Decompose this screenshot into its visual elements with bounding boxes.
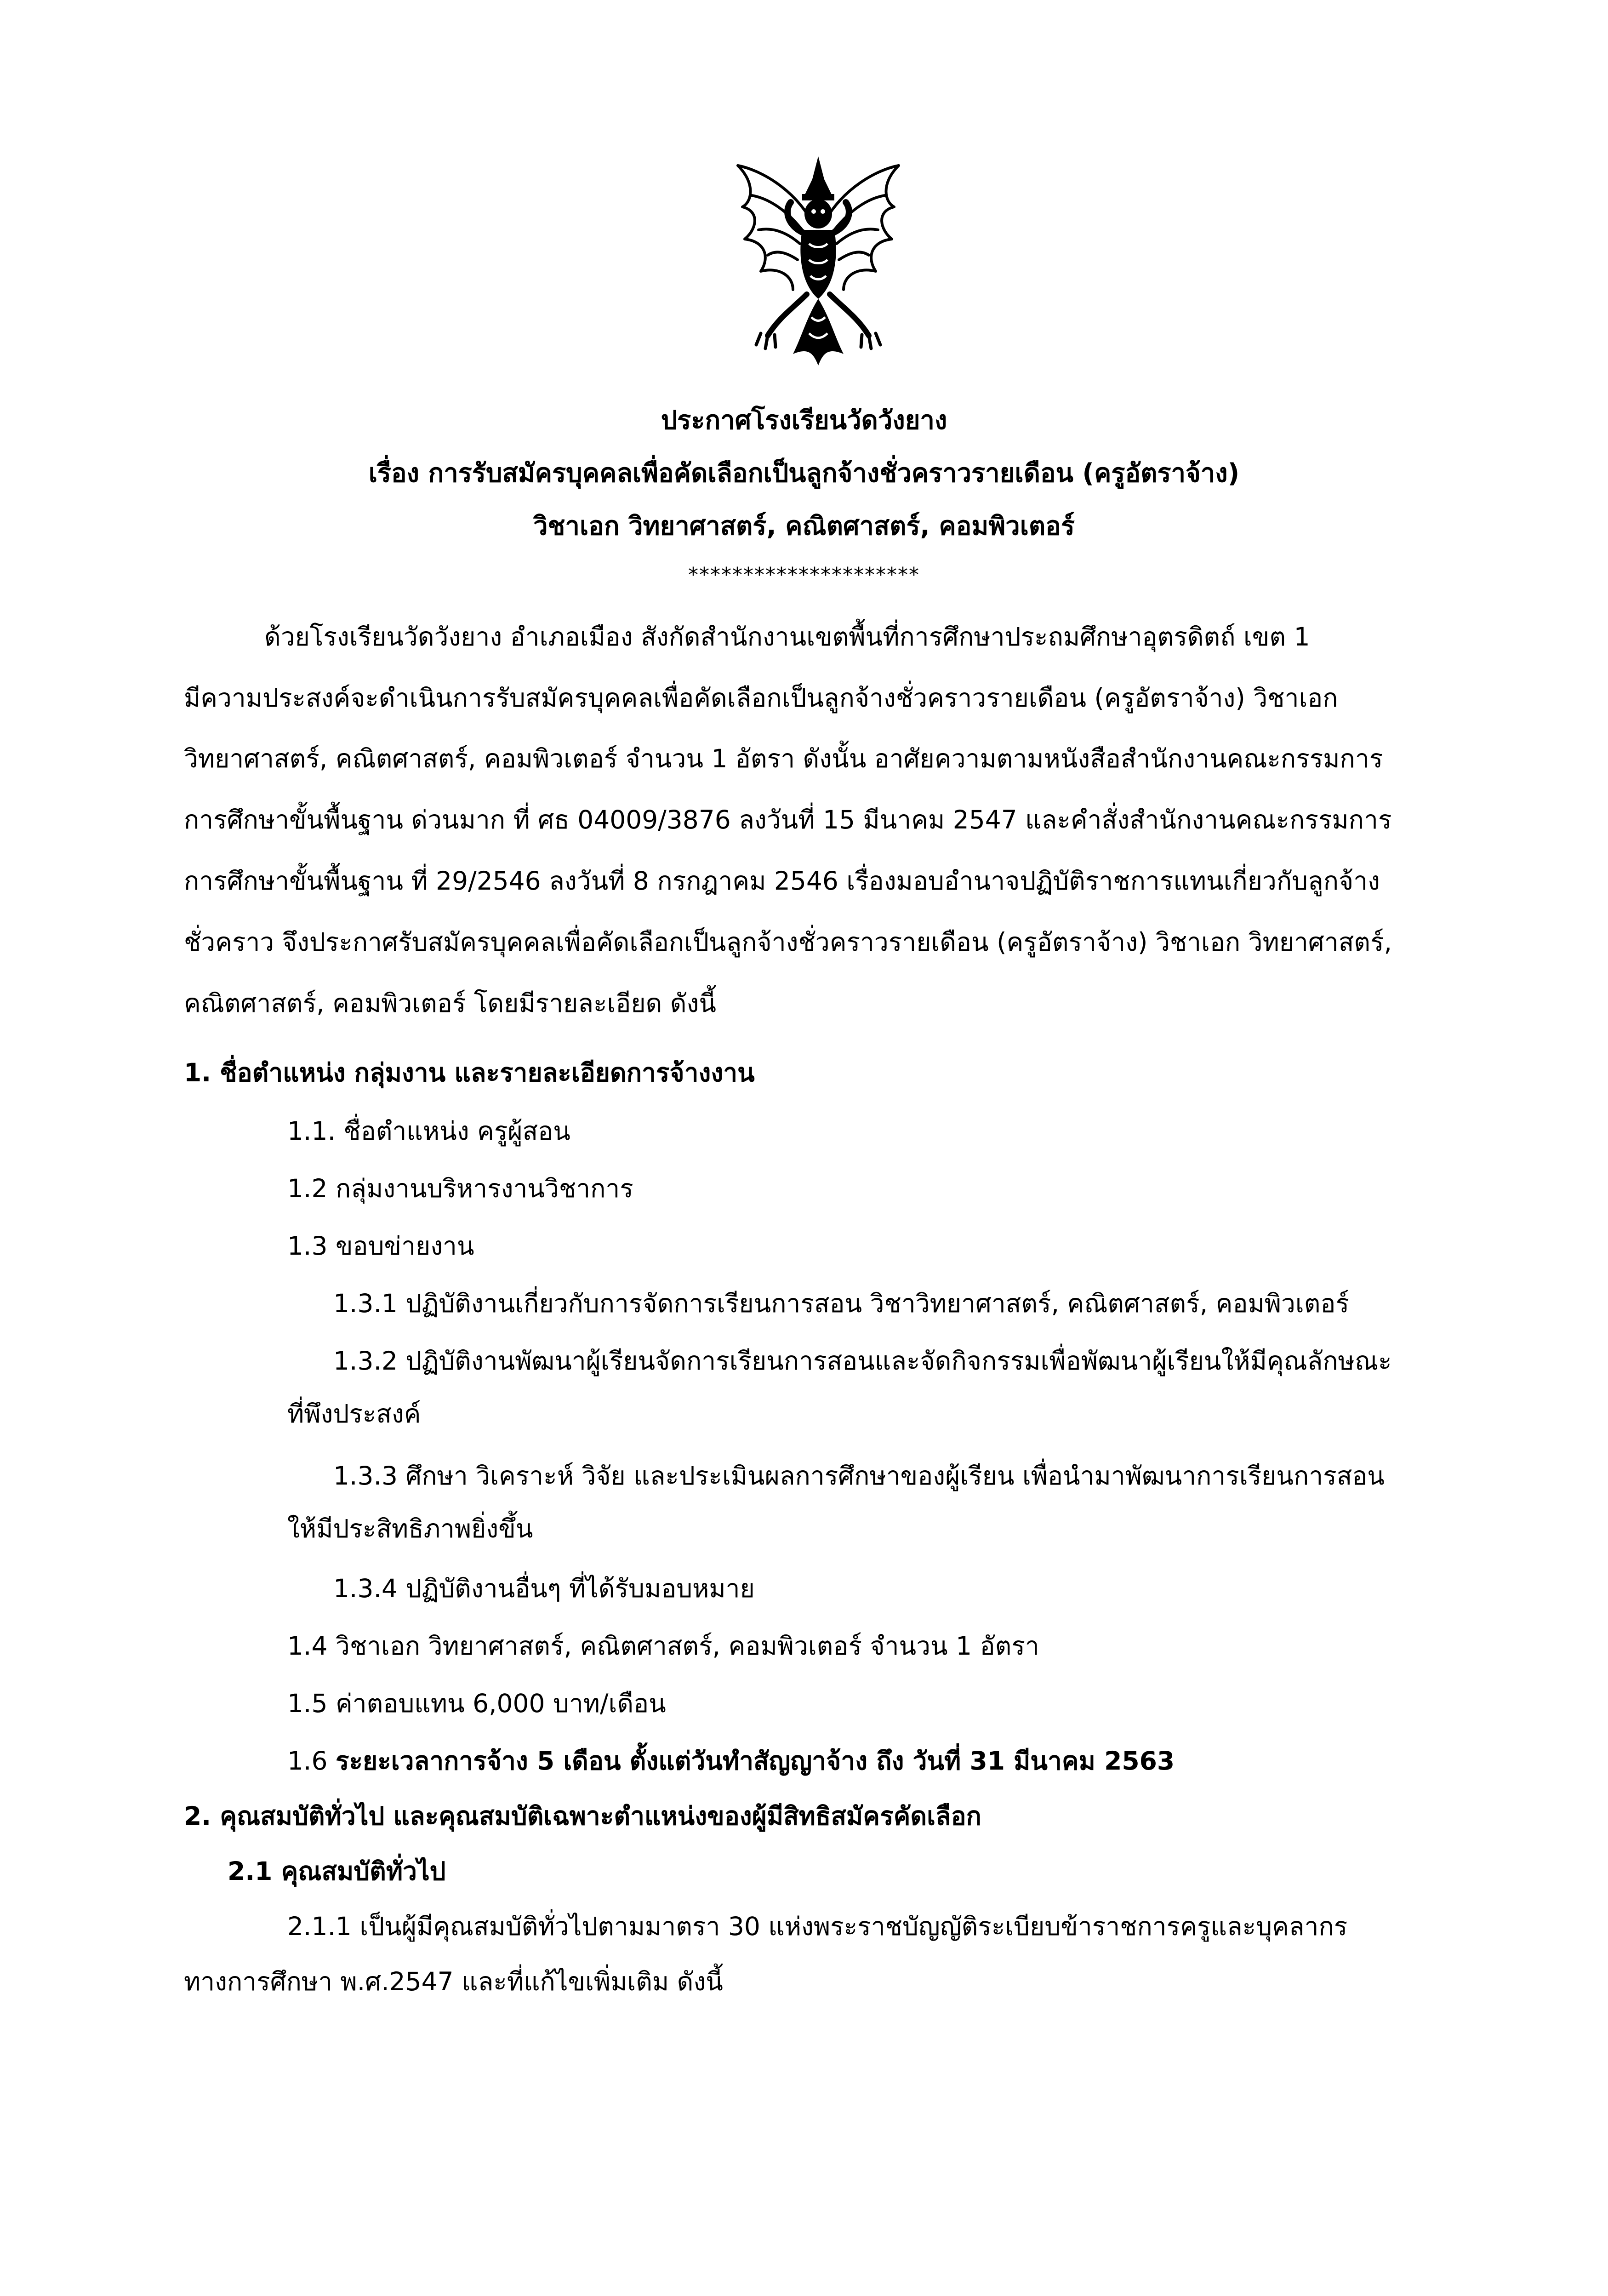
section-2-heading: 2. คุณสมบัติทั่วไป และคุณสมบัติเฉพาะตำแหน่งของผู้มีสิทธิสมัครคัดเลือก — [184, 1801, 981, 1831]
intro-line-5: การศึกษาขั้นพื้นฐาน ที่ 29/2546 ลงวันที่ 8 กรกฎาคม 2546 เรื่องมอบอำนาจปฏิบัติราชการแทนเกี่ยวกับลูกจ้าง — [184, 866, 1380, 896]
item-1-5: 1.5 ค่าตอบแทน 6,000 บาท/เดือน — [287, 1689, 666, 1718]
garuda-emblem — [724, 152, 912, 368]
item-1-1: 1.1. ชื่อตำแหน่ง ครูผู้สอน — [287, 1116, 570, 1146]
item-1-3-1: 1.3.1 ปฏิบัติงานเกี่ยวกับการจัดการเรียนการสอน วิชาวิทยาศาสตร์, คณิตศาสตร์, คอมพิวเตอร์ — [333, 1289, 1349, 1318]
intro-line-6: ชั่วคราว จึงประกาศรับสมัครบุคคลเพื่อคัดเลือกเป็นลูกจ้างชั่วคราวรายเดือน (ครูอัตราจ้าง) วิชาเอก วิทยาศาสตร์, — [184, 927, 1392, 957]
item-1-6 — [287, 1738, 1175, 1784]
item-1-3-4: 1.3.4 ปฏิบัติงานอื่นๆ ที่ได้รับมอบหมาย — [333, 1574, 755, 1603]
item-1-3: 1.3 ขอบข่ายงาน — [287, 1231, 474, 1261]
announcement-major: วิชาเอก วิทยาศาสตร์, คณิตศาสตร์, คอมพิวเตอร์ — [533, 511, 1075, 541]
intro-line-4: การศึกษาขั้นพื้นฐาน ด่วนมาก ที่ ศธ 04009/3876 ลงวันที่ 15 มีนาคม 2547 และคำสั่งสำนักงานคณะกรรมการ — [184, 805, 1392, 834]
item-1-3-3: 1.3.3 ศึกษา วิเคราะห์ วิจัย และประเมินผลการศึกษาของผู้เรียน เพื่อนำมาพัฒนาการเรียนการสอน — [333, 1461, 1385, 1491]
item-1-3-2: 1.3.2 ปฏิบัติงานพัฒนาผู้เรียนจัดการเรียนการสอนและจัดกิจกรรมเพื่อพัฒนาผู้เรียนให้มีคุณลักษณะ — [333, 1346, 1392, 1376]
item-1-6-text: ระยะเวลาการจ้าง 5 เดือน ตั้งแต่วันทำสัญญาจ้าง ถึง วันที่ 31 มีนาคม 2563 — [335, 1746, 1175, 1776]
item-1-2: 1.2 กลุ่มงานบริหารงานวิชาการ — [287, 1174, 633, 1203]
item-1-3-3-cont: ให้มีประสิทธิภาพยิ่งขึ้น — [287, 1514, 533, 1543]
item-2-1-1-cont: ทางการศึกษา พ.ศ.2547 และที่แก้ไขเพิ่มเติม ดังนี้ — [184, 1967, 723, 1996]
item-1-4: 1.4 วิชาเอก วิทยาศาสตร์, คณิตศาสตร์, คอมพิวเตอร์ จำนวน 1 อัตรา — [287, 1631, 1039, 1661]
intro-line-2: มีความประสงค์จะดำเนินการรับสมัครบุคคลเพื่อคัดเลือกเป็นลูกจ้างชั่วคราวรายเดือน (ครูอัตราจ้าง) วิชาเอก — [184, 683, 1338, 713]
intro-line-3: วิทยาศาสตร์, คณิตศาสตร์, คอมพิวเตอร์ จำนวน 1 อัตรา ดังนั้น อาศัยความตามหนังสือสำนักงานคณะกรรมการ — [184, 744, 1383, 773]
intro-line-7: คณิตศาสตร์, คอมพิวเตอร์ โดยมีรายละเอียด ดังนี้ — [184, 988, 716, 1018]
section-2-1-heading: 2.1 คุณสมบัติทั่วไป — [228, 1856, 446, 1886]
item-1-3-2-cont: ที่พึงประสงค์ — [287, 1399, 421, 1428]
announcement-subject: เรื่อง การรับสมัครบุคคลเพื่อคัดเลือกเป็นลูกจ้างชั่วคราวรายเดือน (ครูอัตราจ้าง) — [368, 458, 1240, 488]
section-1-heading: 1. ชื่อตำแหน่ง กลุ่มงาน และรายละเอียดการจ้างงาน — [184, 1058, 755, 1087]
intro-line-1: ด้วยโรงเรียนวัดวังยาง อำเภอเมือง สังกัดสำนักงานเขตพื้นที่การศึกษาประถมศึกษาอุตรดิตถ์ เขต 1 — [264, 622, 1310, 651]
item-2-1-1: 2.1.1 เป็นผู้มีคุณสมบัติทั่วไปตามมาตรา 30 แห่งพระราชบัญญัติระเบียบข้าราชการครูและบุคลากร — [287, 1912, 1348, 1941]
title-separator: ********************* — [688, 563, 920, 587]
item-1-6-number: 1.6 — [287, 1746, 336, 1776]
announcement-title: ประกาศโรงเรียนวัดวังยาง — [661, 406, 947, 435]
